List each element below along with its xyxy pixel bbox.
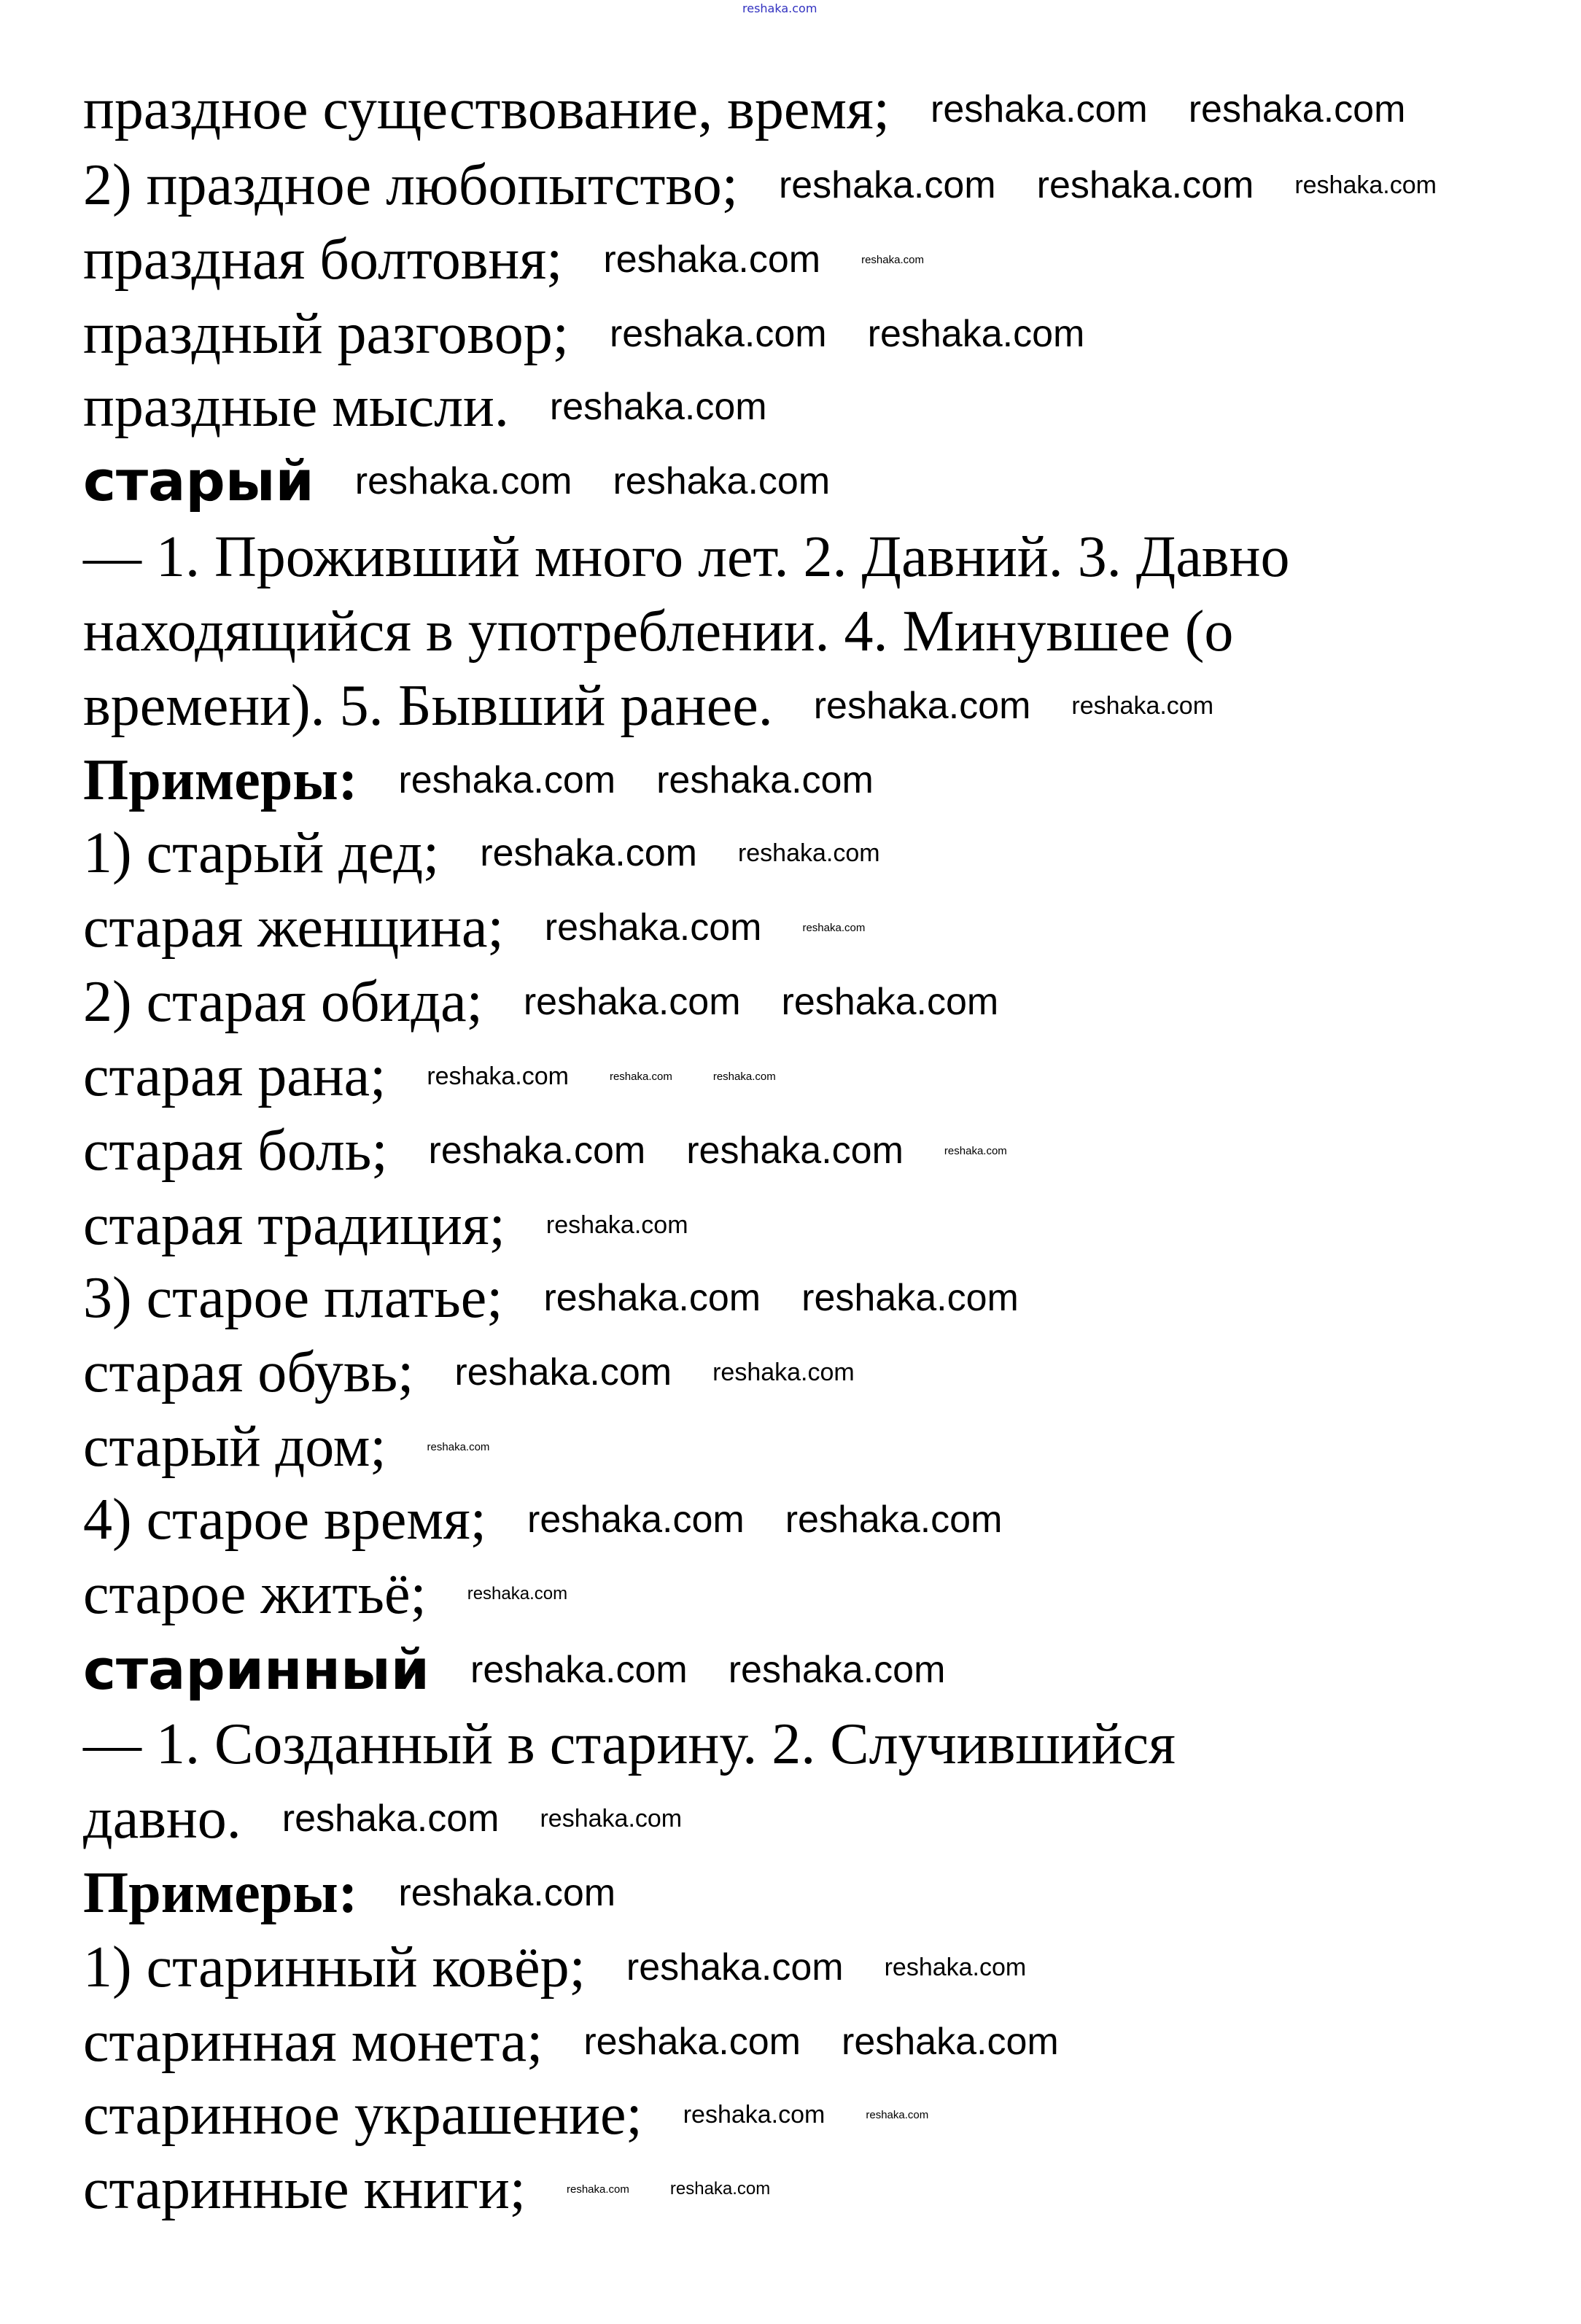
line-text: праздная болтовня;	[83, 228, 563, 292]
watermark: reshaka.com	[427, 1062, 569, 1090]
watermark: reshaka.com	[567, 2183, 629, 2196]
watermark: reshaka.com	[467, 1584, 568, 1604]
line-text: времени). 5. Бывший ранее.	[83, 674, 773, 738]
definition-line	[83, 1787, 683, 1851]
text-line	[83, 302, 1085, 366]
example-line	[83, 1193, 688, 1257]
watermark: reshaka.com	[1188, 88, 1406, 131]
heading-text: Примеры:	[83, 1861, 358, 1925]
watermark: reshaka.com	[778, 164, 996, 206]
line-text: — 1. Созданный в старину. 2. Случившийся	[83, 1712, 1176, 1776]
watermark: reshaka.com	[683, 2101, 826, 2129]
watermark: reshaka.com	[712, 1070, 776, 1083]
example-line	[83, 1340, 855, 1404]
watermark: reshaka.com	[656, 759, 874, 801]
text-line	[83, 375, 767, 439]
example-line	[83, 1266, 1019, 1330]
watermark: reshaka.com	[454, 1351, 672, 1394]
watermark: reshaka.com	[609, 313, 827, 355]
watermark: reshaka.com	[583, 2021, 801, 2063]
example-line	[83, 1044, 776, 1108]
line-text: 3) старое платье;	[83, 1266, 503, 1330]
line-text: находящийся в употреблении. 4. Минувшее (о	[83, 599, 1234, 664]
example-line	[83, 1415, 490, 1479]
example-line	[83, 2010, 1059, 2074]
watermark: reshaka.com	[626, 1946, 844, 1989]
definition-line	[83, 525, 1290, 589]
example-line	[83, 1488, 1003, 1552]
watermark: reshaka.com	[540, 1805, 683, 1833]
example-line	[83, 1562, 568, 1626]
watermark: reshaka.com	[669, 2179, 771, 2199]
watermark: reshaka.com	[686, 1130, 904, 1172]
watermark: reshaka.com	[354, 460, 572, 502]
example-line	[83, 970, 999, 1034]
line-text: 2) старая обида;	[83, 970, 483, 1034]
text-line	[83, 228, 924, 292]
line-text: старая рана;	[83, 1044, 386, 1108]
watermark: reshaka.com	[470, 1649, 688, 1691]
line-text: 1) старый дед;	[83, 821, 440, 885]
heading-text: старый	[83, 448, 314, 513]
watermark: reshaka.com	[603, 238, 821, 281]
watermark: reshaka.com	[549, 386, 767, 428]
watermark: reshaka.com	[480, 832, 697, 874]
line-text: старая женщина;	[83, 895, 504, 960]
watermark: reshaka.com	[1071, 692, 1214, 720]
watermark: reshaka.com	[398, 759, 616, 801]
watermark: reshaka.com	[523, 981, 741, 1023]
watermark: reshaka.com	[428, 1130, 646, 1172]
line-text: 4) старое время;	[83, 1488, 487, 1552]
example-line	[83, 895, 866, 960]
header-watermark: reshaka.com	[742, 1, 817, 15]
watermark: reshaka.com	[544, 906, 762, 949]
watermark: reshaka.com	[1036, 164, 1254, 206]
line-text: праздный разговор;	[83, 302, 569, 366]
watermark: reshaka.com	[867, 313, 1085, 355]
line-text: старинное украшение;	[83, 2083, 642, 2147]
watermark: reshaka.com	[802, 921, 866, 934]
watermark: reshaka.com	[1294, 171, 1437, 199]
definition-line	[83, 674, 1214, 738]
definition-line	[83, 1712, 1176, 1776]
example-line	[83, 2083, 929, 2147]
line-text: — 1. Проживший много лет. 2. Давний. 3. Давно	[83, 525, 1290, 589]
line-text: 2) праздное любопытство;	[83, 153, 738, 217]
watermark: reshaka.com	[931, 88, 1148, 131]
example-line	[83, 821, 880, 885]
watermark: reshaka.com	[398, 1872, 616, 1914]
line-text: давно.	[83, 1787, 241, 1851]
definition-line	[83, 599, 1234, 664]
watermark: reshaka.com	[545, 1211, 688, 1239]
watermark: reshaka.com	[609, 1070, 672, 1083]
text-line	[83, 77, 1406, 141]
watermark: reshaka.com	[427, 1440, 490, 1453]
line-text: старый дом;	[83, 1415, 386, 1479]
watermark: reshaka.com	[801, 1277, 1019, 1319]
watermark: reshaka.com	[866, 2108, 929, 2121]
line-text: 1) старинный ковёр;	[83, 1935, 586, 2000]
watermark: reshaka.com	[842, 2021, 1059, 2063]
watermark: reshaka.com	[543, 1277, 761, 1319]
heading-text: старинный	[83, 1637, 430, 1702]
watermark: reshaka.com	[613, 460, 831, 502]
watermark: reshaka.com	[527, 1499, 745, 1541]
line-text: старинные книги;	[83, 2157, 526, 2221]
watermark: reshaka.com	[861, 253, 924, 266]
line-text: старая традиция;	[83, 1193, 505, 1257]
watermark: reshaka.com	[785, 1499, 1003, 1541]
watermark: reshaka.com	[781, 981, 999, 1023]
line-text: старая боль;	[83, 1119, 388, 1183]
watermark: reshaka.com	[944, 1144, 1007, 1157]
line-text: старое житьё;	[83, 1562, 427, 1626]
line-text: праздное существование, время;	[83, 77, 890, 141]
word-heading	[83, 448, 831, 513]
watermark: reshaka.com	[728, 1649, 946, 1691]
watermark: reshaka.com	[737, 839, 880, 867]
line-text: старая обувь;	[83, 1340, 414, 1404]
example-line	[83, 1119, 1007, 1183]
heading-text: Примеры:	[83, 748, 358, 812]
examples-heading	[83, 748, 874, 812]
example-line	[83, 2157, 771, 2221]
line-text: праздные мысли.	[83, 375, 509, 439]
watermark: reshaka.com	[813, 685, 1031, 727]
line-text: старинная монета;	[83, 2010, 543, 2074]
watermark: reshaka.com	[281, 1798, 500, 1840]
example-line	[83, 1935, 1027, 2000]
examples-heading	[83, 1861, 616, 1925]
watermark: reshaka.com	[884, 1954, 1027, 1981]
word-heading	[83, 1637, 946, 1702]
watermark: reshaka.com	[712, 1359, 855, 1386]
text-line	[83, 153, 1437, 217]
